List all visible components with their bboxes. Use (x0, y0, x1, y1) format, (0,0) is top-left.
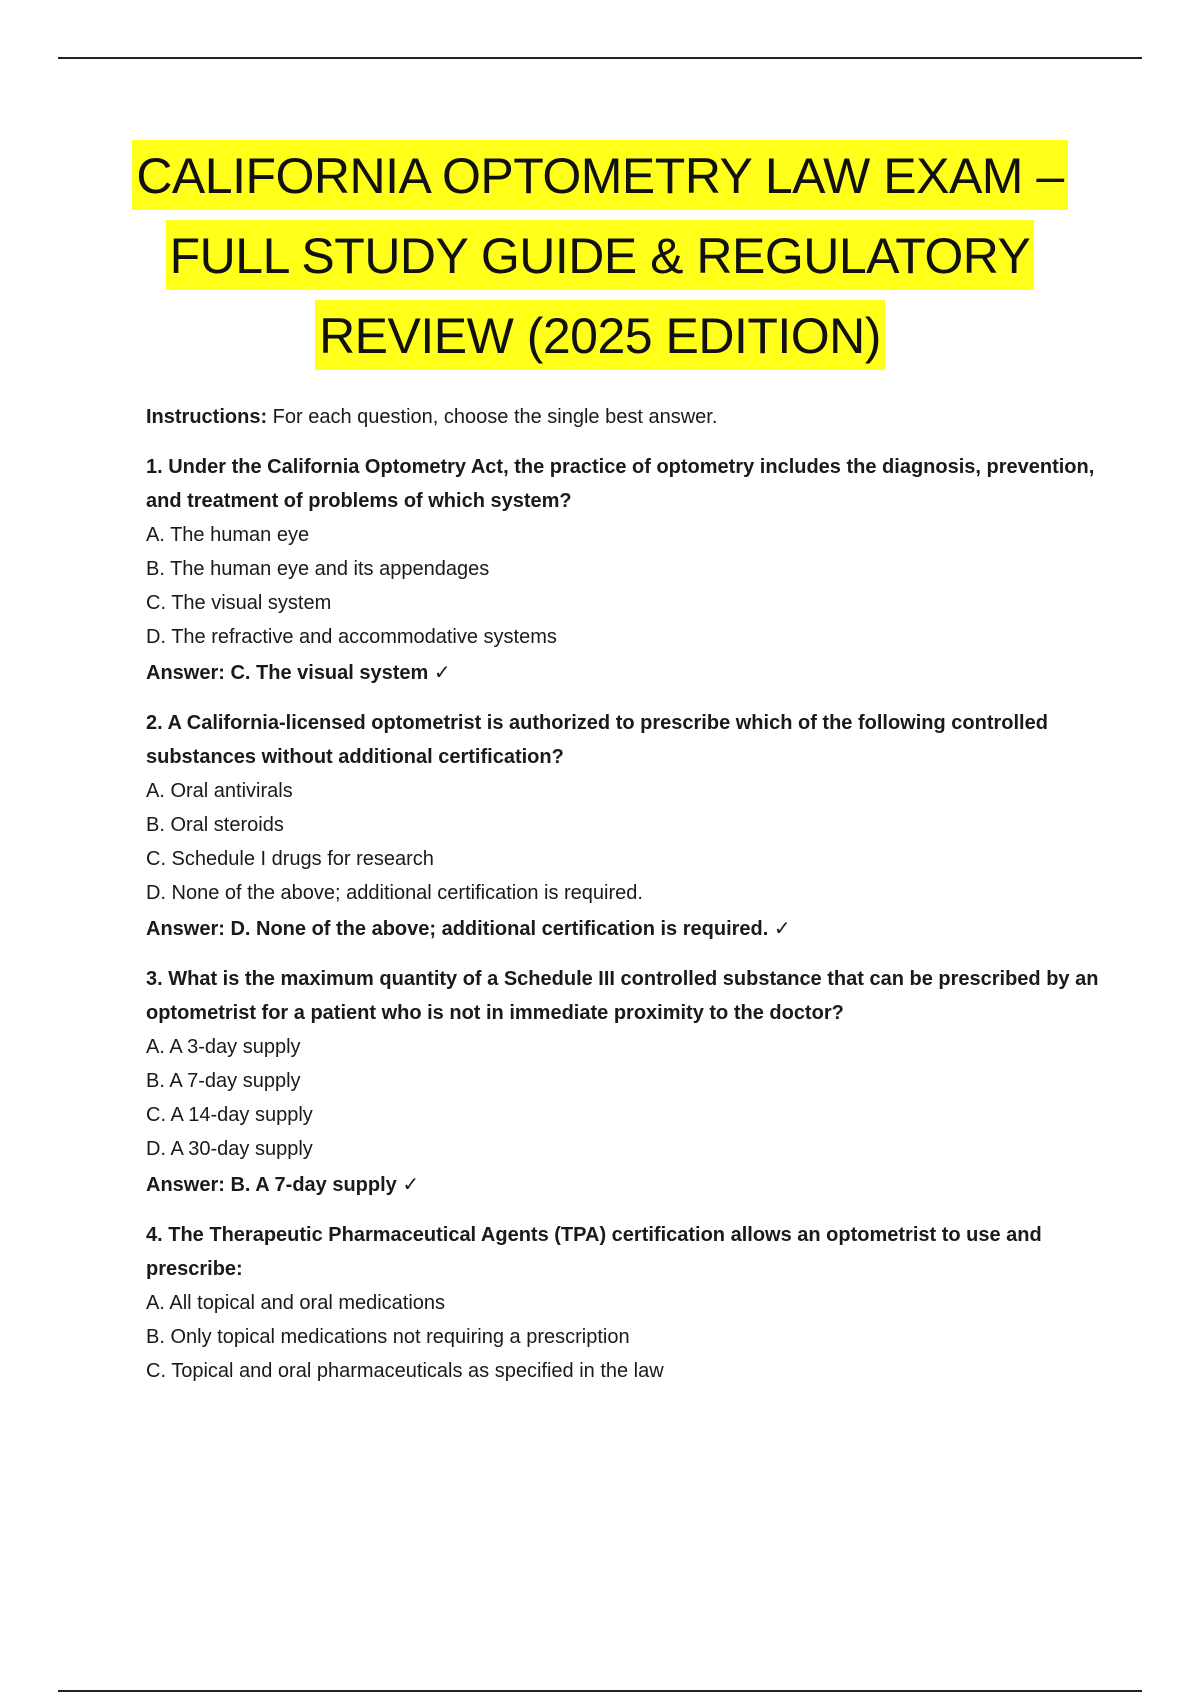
answer: Answer: D. None of the above; additional certification is required. ✓ (146, 918, 791, 940)
instructions-label: Instructions: (146, 406, 268, 428)
option-a: A. The human eye (146, 524, 310, 546)
question-text: 2. A California-licensed optometrist is authorized to prescribe which of the following controlled substances without additional certification? (146, 712, 1048, 768)
top-rule (58, 57, 1142, 59)
option-d: D. The refractive and accommodative systems (146, 626, 557, 648)
option-c: C. A 14-day supply (146, 1104, 313, 1126)
question-text: 4. The Therapeutic Pharmaceutical Agents (TPA) certification allows an optometrist to use and prescribe: (146, 1224, 1042, 1280)
option-d: D. A 30-day supply (146, 1138, 313, 1160)
option-b: B. Only topical medications not requiring a prescription (146, 1326, 630, 1348)
question-text: 1. Under the California Optometry Act, the practice of optometry includes the diagnosis, prevention, and treatment of problems of which system? (146, 456, 1095, 512)
option-c: C. Schedule I drugs for research (146, 848, 434, 870)
option-a: A. Oral antivirals (146, 780, 293, 802)
option-c: C. Topical and oral pharmaceuticals as specified in the law (146, 1360, 664, 1382)
title-line-2: FULL STUDY GUIDE & REGULATORY (166, 220, 1035, 290)
answer: Answer: C. The visual system ✓ (146, 662, 451, 684)
answer: Answer: B. A 7-day supply ✓ (146, 1174, 420, 1196)
question-1 (146, 450, 1106, 690)
question-2 (146, 706, 1106, 946)
instructions (146, 400, 1106, 434)
bottom-rule (58, 1690, 1142, 1692)
question-3 (146, 962, 1106, 1202)
document-body (146, 400, 1106, 1404)
question-4 (146, 1218, 1106, 1388)
instructions-text: For each question, choose the single best answer. (267, 406, 718, 428)
option-a: A. All topical and oral medications (146, 1292, 446, 1314)
title-line-1: CALIFORNIA OPTOMETRY LAW EXAM – (132, 140, 1067, 210)
question-text: 3. What is the maximum quantity of a Schedule III controlled substance that can be prescribed by an optometrist for a patient who is not in immediate proximity to the doctor? (146, 968, 1099, 1024)
option-b: B. Oral steroids (146, 814, 284, 836)
document-title (0, 140, 1200, 380)
title-line-3: REVIEW (2025 EDITION) (315, 300, 885, 370)
option-b: B. The human eye and its appendages (146, 558, 490, 580)
option-b: B. A 7-day supply (146, 1070, 301, 1092)
option-d: D. None of the above; additional certification is required. (146, 882, 643, 904)
option-a: A. A 3-day supply (146, 1036, 301, 1058)
option-c: C. The visual system (146, 592, 332, 614)
